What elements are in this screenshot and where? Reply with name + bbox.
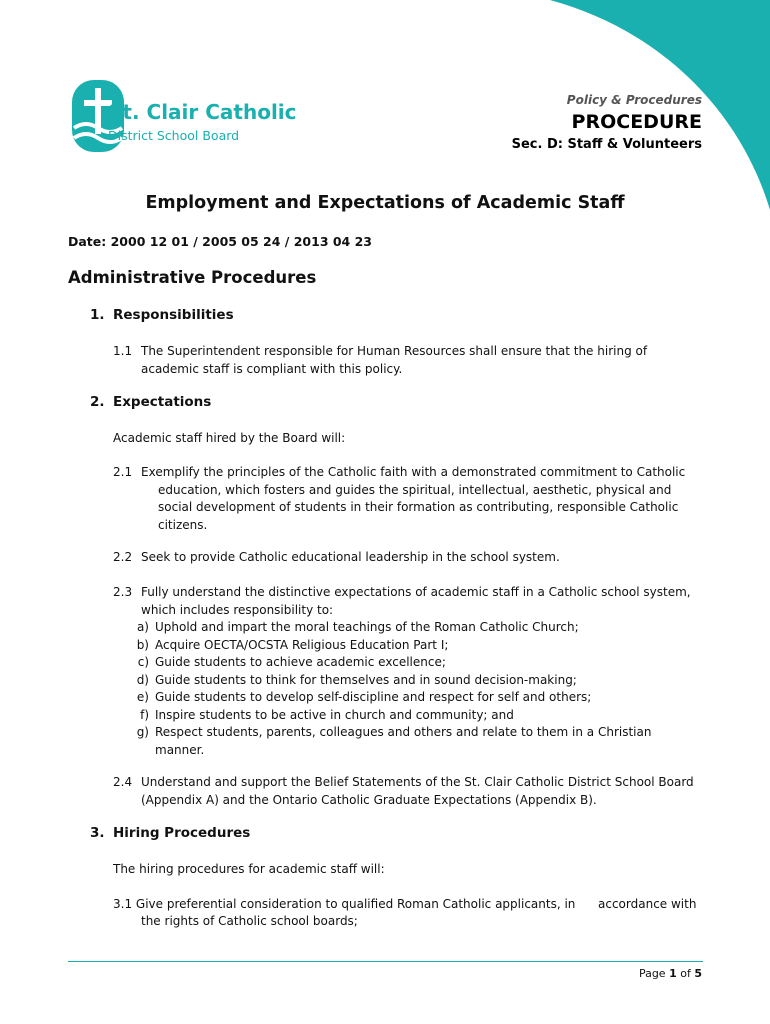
list-item: d) Guide students to think for themselves and in sound decision-making;	[136, 672, 577, 687]
policy-label: Policy & Procedures	[566, 93, 702, 107]
board-subtitle: District School Board	[108, 128, 240, 143]
page-number: Page 1 of 5	[638, 967, 702, 980]
item-3-1-line2: the rights of Catholic school boards;	[141, 914, 358, 928]
item-2-2: 2.2 Seek to provide Catholic educational leadership in the school system.	[113, 550, 560, 564]
item-2-4: 2.4 Understand and support the Belief Statements of the St. Clair Catholic District School Board (Appendix A) and the Ontario Catholic Graduate Expectations (Appendix B).	[113, 775, 694, 807]
section-heading-responsibilities: 1. Responsibilities	[90, 307, 234, 323]
section-heading-expectations: 2. Expectations	[90, 394, 212, 410]
expectations-intro: Academic staff hired by the Board will:	[113, 431, 346, 445]
section-heading-hiring-procedures: 3. Hiring Procedures	[90, 825, 251, 841]
item-3-1-line1-end: accordance with	[598, 897, 697, 911]
hiring-intro: The hiring procedures for academic staff will:	[113, 862, 385, 876]
document-title: Employment and Expectations of Academic Staff	[145, 193, 625, 213]
list-item: g) Respect students, parents, colleagues and others and relate to them in a Christian manner.	[136, 725, 652, 757]
list-item: f) Inspire students to be active in church and community; and	[140, 707, 514, 722]
list-item: e) Guide students to develop self-discipline and respect for self and others;	[136, 690, 592, 704]
item-1-1: 1.1 The Superintendent responsible for Human Resources shall ensure that the hiring of academic staff is compliant with this policy.	[113, 344, 648, 376]
item-2-3: 2.3 Fully understand the distinctive expectations of academic staff in a Catholic school system, which includes responsibility to:	[113, 585, 691, 617]
procedure-heading: PROCEDURE	[571, 111, 702, 133]
administrative-procedures-heading: Administrative Procedures	[68, 268, 317, 287]
footer-divider	[68, 961, 703, 962]
document-date: Date: 2000 12 01 / 2005 05 24 / 2013 04 23	[68, 234, 373, 249]
item-3-1-line1: 3.1 Give preferential consideration to qualified Roman Catholic applicants, in	[113, 897, 576, 911]
list-item: b) Acquire OECTA/OCSTA Religious Education Part I;	[136, 637, 449, 652]
board-name: St. Clair Catholic	[108, 100, 297, 124]
list-item: a) Uphold and impart the moral teachings of the Roman Catholic Church;	[136, 620, 579, 634]
list-item: c) Guide students to achieve academic excellence;	[137, 655, 446, 669]
section-label: Sec. D: Staff & Volunteers	[511, 137, 702, 152]
item-2-1: 2.1 Exemplify the principles of the Catholic faith with a demonstrated commitment to Catholic education, which fosters and guides the spiritual, intellectual, aesthetic, physical and social development of students in their formation as contributing, responsible Catholic citizens.	[113, 465, 686, 532]
